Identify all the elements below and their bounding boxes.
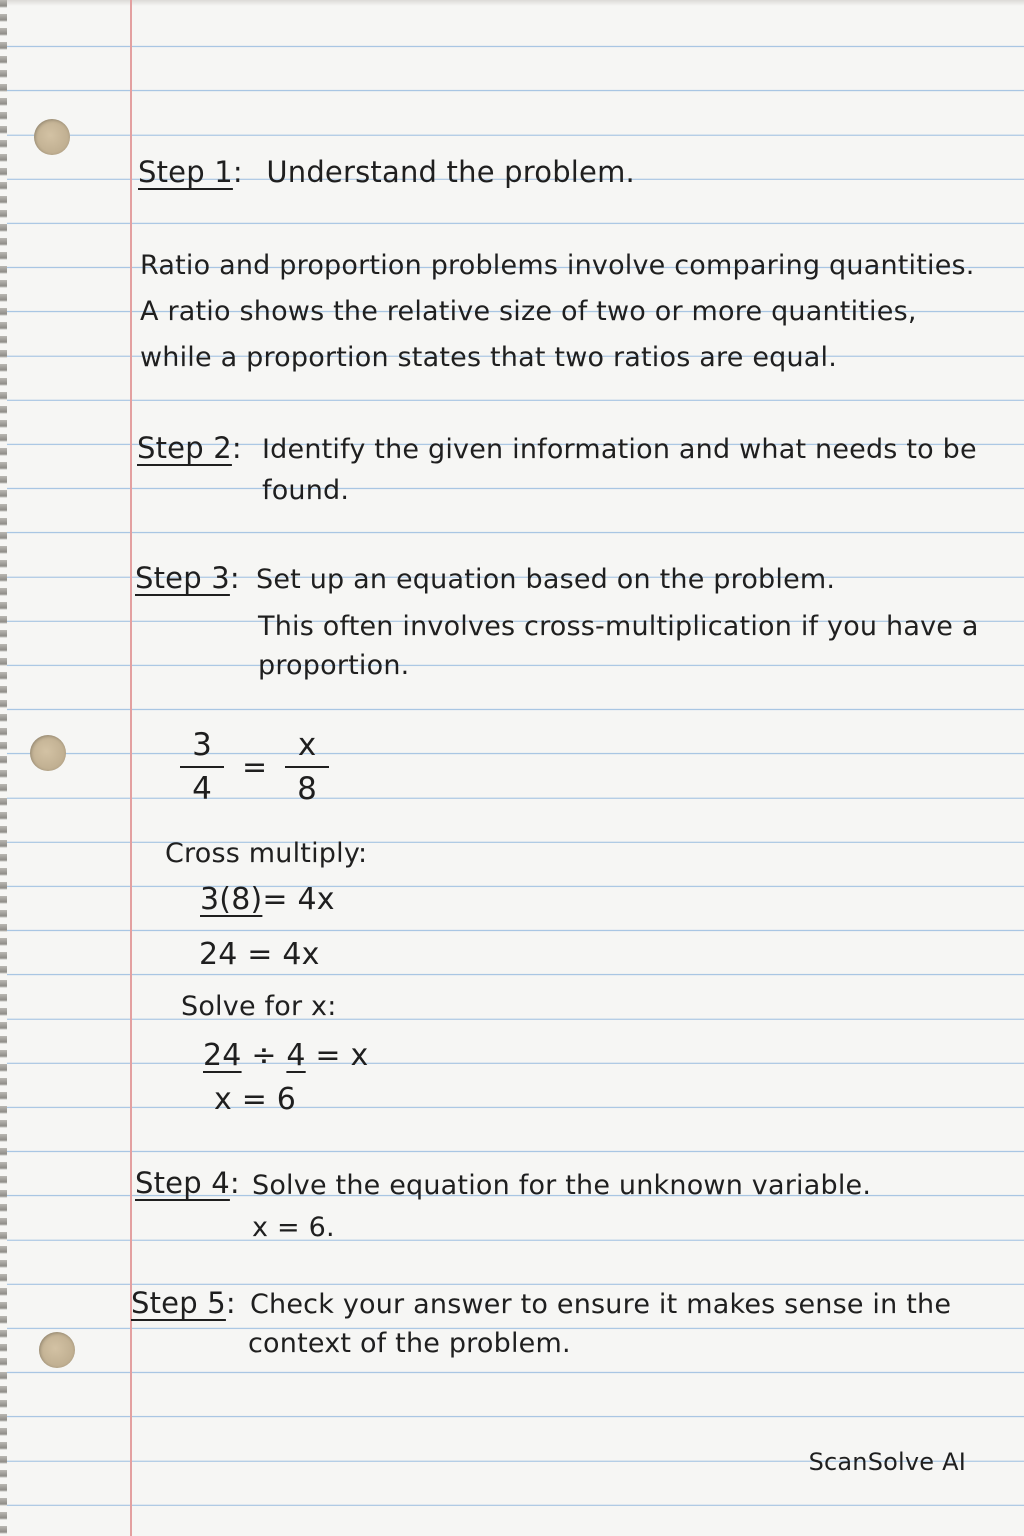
- step3-colon: :: [229, 561, 240, 595]
- step4-colon: :: [229, 1166, 240, 1200]
- fraction-right-denominator: 8: [297, 771, 317, 807]
- step4-label: Step 4: [135, 1166, 230, 1200]
- step1-body-line-1: Ratio and proportion problems involve comparing quantities.: [140, 250, 975, 281]
- punch-hole: [30, 735, 66, 771]
- equals-sign: =: [242, 750, 268, 785]
- step1-colon: :: [232, 155, 243, 189]
- step5-colon: :: [225, 1286, 236, 1320]
- step4-line-2: x = 6.: [252, 1212, 335, 1243]
- step2-label: Step 2: [137, 431, 232, 465]
- page-top-edge: [0, 0, 1024, 6]
- step1-title: Understand the problem.: [266, 155, 635, 189]
- step1-label: Step 1: [138, 155, 233, 189]
- step5-line-2: context of the problem.: [248, 1328, 571, 1359]
- fraction-bar: [285, 766, 329, 768]
- step1-body-line-3: while a proportion states that two ratios are equal.: [140, 342, 838, 373]
- division-dividend: 24: [203, 1038, 242, 1073]
- step3-heading: [135, 561, 240, 595]
- cross-multiply-lhs: 3(8): [200, 882, 263, 917]
- spiral-binding: [0, 0, 7, 1536]
- division-equation: [203, 1039, 368, 1073]
- result-equation: x = 6: [214, 1082, 297, 1117]
- division-rhs: = x: [305, 1038, 369, 1073]
- step4-line-1: Solve the equation for the unknown variable.: [252, 1170, 872, 1201]
- fraction-right-numerator: x: [297, 727, 317, 763]
- cross-multiply-heading: Cross multiply:: [165, 838, 368, 869]
- step2-line-2: found.: [262, 475, 350, 506]
- solve-for-x-heading: Solve for x:: [181, 991, 337, 1022]
- step3-line-3: proportion.: [258, 650, 410, 681]
- division-operator: ÷: [241, 1038, 287, 1073]
- cross-multiply-equation: [200, 883, 335, 917]
- fraction-left-denominator: 4: [192, 771, 212, 807]
- step1-body-line-2: A ratio shows the relative size of two or more quantities,: [140, 296, 917, 327]
- brand-watermark: ScanSolve AI: [808, 1448, 966, 1476]
- punch-hole: [34, 119, 70, 155]
- step5-line-1: Check your answer to ensure it makes sense in the: [250, 1289, 952, 1320]
- fraction-right: [283, 728, 331, 806]
- step3-line-1: Set up an equation based on the problem.: [256, 564, 836, 595]
- step1-heading: [138, 155, 635, 189]
- step5-heading: [131, 1286, 236, 1320]
- punch-hole: [39, 1332, 75, 1368]
- simplified-equation: 24 = 4x: [199, 937, 320, 972]
- step3-label: Step 3: [135, 561, 230, 595]
- division-divisor: 4: [286, 1038, 306, 1073]
- step5-label: Step 5: [131, 1286, 226, 1320]
- step2-heading: [137, 431, 242, 465]
- step4-heading: [135, 1166, 240, 1200]
- cross-multiply-rhs: = 4x: [262, 882, 335, 917]
- fraction-left: [178, 728, 226, 806]
- fraction-bar: [180, 766, 224, 768]
- fraction-left-numerator: 3: [192, 727, 212, 763]
- step2-colon: :: [231, 431, 242, 465]
- step3-line-2: This often involves cross-multiplication if you have a: [258, 611, 979, 642]
- step2-line-1: Identify the given information and what needs to be: [262, 434, 977, 465]
